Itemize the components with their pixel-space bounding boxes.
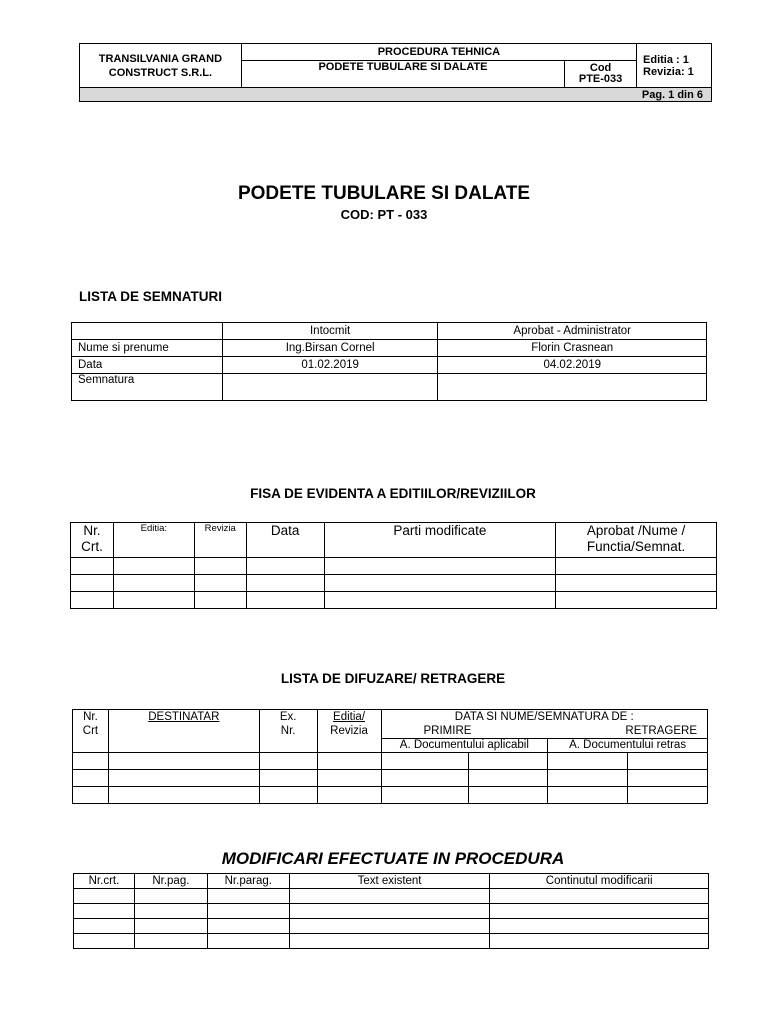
distribution-heading: LISTA DE DIFUZARE/ RETRAGERE (280, 671, 506, 686)
page-number: Pag. 1 din 6 (80, 88, 712, 102)
table-row (71, 592, 717, 609)
revisions-table (70, 522, 717, 609)
table-row: Data 01.02.2019 04.02.2019 (72, 357, 707, 374)
edition-revision: Editia : 1 Revizia: 1 (637, 44, 712, 88)
table-row (74, 904, 709, 919)
table-row (71, 575, 717, 592)
table-row: Semnatura (72, 374, 707, 401)
modifications-table (73, 873, 709, 949)
table-row: A. Documentului aplicabil A. Documentului retras (73, 739, 708, 753)
table-row (74, 889, 709, 904)
modifications-heading: MODIFICARI EFECTUATE IN PROCEDURA (221, 849, 565, 868)
procedure-code-subtitle: COD: PT - 033 (340, 207, 428, 222)
signatures-table (71, 322, 707, 401)
procedure-name: PODETE TUBULARE SI DALATE (241, 61, 564, 88)
table-row: Intocmit Aprobat - Administrator (72, 323, 707, 340)
table-row (71, 558, 717, 575)
table-row (73, 770, 708, 787)
procedure-code: Cod PTE-033 (565, 61, 637, 88)
table-row (74, 934, 709, 949)
page-title: PODETE TUBULARE SI DALATE (237, 183, 531, 204)
table-row (74, 919, 709, 934)
table-row: Nume si prenume Ing.Birsan Cornel Florin Crasnean (72, 340, 707, 357)
table-row: Nr.crt. Nr.pag. Nr.parag. Text existent Continutul modificarii (74, 874, 709, 889)
signatures-heading: LISTA DE SEMNATURI (79, 289, 222, 304)
procedure-type: PROCEDURA TEHNICA (241, 44, 636, 61)
table-row: Nr. Crt. Editia: Revizia Data Parti modificate Aprobat /Nume / Functia/Semnat. (71, 523, 717, 558)
table-row (73, 787, 708, 804)
revisions-heading: FISA DE EVIDENTA A EDITIILOR/REVIZIILOR (250, 486, 536, 501)
distribution-table (72, 709, 708, 804)
table-row: Nr. Crt DESTINATAR Ex. Nr. Editia/ Revizia DATA SI NUME/SEMNATURA DE : PRIMIRE RETRAGERE (73, 710, 708, 739)
table-row (73, 753, 708, 770)
company-name: TRANSILVANIA GRAND CONSTRUCT S.R.L. (80, 44, 242, 88)
document-header (79, 43, 712, 102)
